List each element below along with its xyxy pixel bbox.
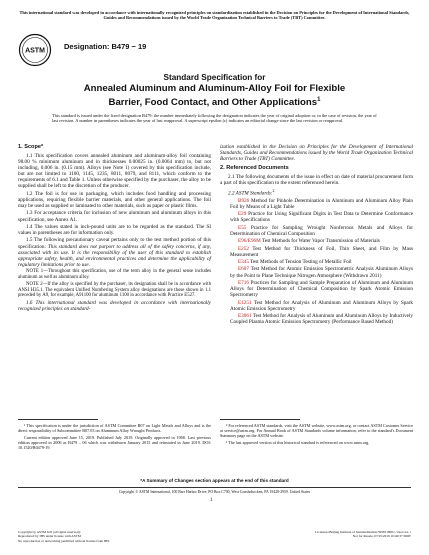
standard-reference[interactable] [220, 211, 413, 223]
title-line-2: Annealed Aluminum and Aluminum-Alloy Foil for Flexible [83, 83, 346, 94]
paragraph-1-1: 1.1 This specification covers annealed aluminum and aluminum-alloy foil containing 98.00 % minimum aluminum and in thicknesses 0.00025 in. (0.0064 mm) to, but not including, 0.006 in. (0.15 mm). Alloys (see Note 1) covered by this specification include, but are not limited to 1100, 1145, 1235, 8011, 8079, and 8111, which conform to the requirements of 6.1 and Table 1. Unless otherwise specified by the purchaser, the alloy to be supplied shall be left to the discretion of the producer. [18, 152, 211, 190]
header-note: This international standard was developed in accordance with internationally recognized principles on standardization established in the Decision on Principles for the Development of International Standards, Guides and Recommendations issued by the World Trade Organization Technical Barriers to Trade (TBT) Committee. [19, 10, 410, 21]
paragraph-1-6-cont: ization established in the Decision on Principles for the Development of International Standards, Guides and Recommendations issued by the World Trade Organization Technical Barriers to Trade (TBT) Committee. [220, 144, 413, 163]
footnote-1: ¹ This specification is under the jurisdiction of ASTM Committee B07 on Light Metals and Alloys and is the direct responsibility of Subcommittee B07.03 on Aluminum Alloy Wrought Products. [18, 423, 211, 434]
standard-title: Method for Pinhole Determination in Aluminum and Aluminum Alloy Plain Foil by Means of a Light Table [230, 197, 413, 210]
copyright-line: Copyright © ASTM International, 100 Barr Harbor Drive, PO Box C700, West Conshohocken, PA 19428-2959. United States [118, 490, 311, 494]
left-column [18, 144, 211, 314]
standard-reference[interactable] [220, 280, 413, 298]
paragraph-1-3: 1.3 For acceptance criteria for inclusion of new aluminum and aluminum alloys in this specification, see Annex A1. [18, 210, 211, 223]
paragraph-1-5: 1.5 The following precautionary caveat pertains only to the test method portion of this specification: This standard does not purport to address all of the safety concerns, if any, associated with its use. It is the responsibility of the user of this standard to establish appropriate safety, health, and environmental practices and determine the applicability of regulatory limitations prior to use. [18, 237, 211, 269]
standard-code[interactable]: E1251 [238, 299, 252, 306]
standard-title: Practices for Sampling and Sample Preparation of Aluminum and Aluminum Alloys for Determination of Chemical Composition by Spark Atomic Emission Spectrometry [230, 279, 413, 299]
designation: Designation: B479 − 19 [64, 42, 147, 51]
footnote-2: ² For referenced ASTM standards, visit the ASTM website, www.astm.org, or contact ASTM Customer Service at service@astm.org. For Annual Book of ASTM Standards volume information, refer to the standard's Document Summary page on the ASTM website. [220, 423, 413, 439]
footnotes-right [220, 423, 413, 446]
standard-title: Test Method for Atomic Emission Spectrometric Analysis Aluminum Alloys by the Point to Plane Technique Nitrogen Atmosphere (Withdrawn 2011) [230, 266, 414, 279]
standard-title: Practice for Sampling Wrought Nonferrous Metals and Alloys for Determination of Chemical Composition [230, 224, 414, 237]
summary-of-changes-note: *A Summary of Changes section appears at the end of this standard [140, 478, 289, 483]
astm-logo-icon [18, 33, 52, 67]
standard-code[interactable]: E29 [238, 211, 247, 218]
paragraph-2-1: 2.1 The following documents of the issue in effect on date of material procurement form a part of this specification to the extent referenced herein. [220, 174, 413, 187]
paragraph-2-2: 2.2 ASTM Standards:$^2$ [228, 187, 275, 197]
standard-code[interactable]: E607 [238, 266, 249, 273]
paragraph-1-6: 1.6 This international standard was developed in accordance with internationally recognized principles on standard- [18, 300, 211, 313]
note-2: NOTE 2—If the alloy is specified by the purchaser, its designation shall be in accordance with ANSI H35.1. The equivalent Unified Numbering System alloy designations are those shown in 1.1 preceded by A9, for example, A91100 for aluminum 1100 in accordance with Practice E527. [18, 282, 211, 299]
standard-code[interactable]: E3061 [238, 313, 252, 320]
standard-title: Test Methods for Water Vapor Transmission of Materials [261, 238, 380, 245]
standard-reference[interactable] [220, 225, 413, 237]
standard-code[interactable]: B926 [238, 197, 250, 204]
copyright-divider [18, 487, 411, 488]
standard-title: Test Methods of Tension Testing of Metallic Foil [250, 259, 352, 266]
title-line-3: Barrier, Food Contact, and Other Applications$^1$ [108, 96, 321, 108]
standard-title: Practice for Using Significant Digits in Test Data to Determine Conformance with Specifications [230, 211, 413, 224]
standard-reference[interactable] [220, 238, 413, 244]
right-column [220, 144, 413, 327]
standard-code[interactable]: E716 [238, 279, 249, 286]
standard-reference[interactable] [220, 246, 413, 258]
paragraph-1-4: 1.4 The values stated in inch-pound units are to be regarded as the standard. The SI values in parentheses are for information only. [18, 223, 211, 237]
standard-reference[interactable] [220, 300, 413, 312]
license-right: Licensee=Beijing Institute of Standardization/5958118001, User=xx, r Not for Resale, 07/25/2019 10:40:37 MDT [315, 530, 411, 539]
footnote-divider-left [18, 419, 98, 420]
standard-code[interactable]: E345 [238, 259, 249, 266]
logo-text: ASTM [25, 47, 45, 55]
footnotes-left [18, 423, 211, 451]
standard-reference[interactable] [220, 259, 413, 265]
license-left: Copyright by ASTM Int'l (all rights reserved); Reproduced by IHS under license with ASTM No reproduction or networking permitted without license from IHS [18, 530, 110, 543]
standard-reference[interactable] [220, 198, 413, 210]
note-1: NOTE 1—Throughout this specification, use of the term alloy in the general sense includes aluminum as well as aluminum alloy. [18, 269, 211, 281]
standard-code[interactable]: E55 [238, 224, 247, 231]
standards-list [220, 198, 413, 326]
standard-reference[interactable] [220, 266, 413, 278]
standard-code[interactable]: E252 [238, 245, 249, 252]
standard-reference[interactable] [220, 313, 413, 325]
standard-title: Test Method for Analysis of Aluminum and Aluminum Alloys by Inductively Coupled Plasma Atomic Emission Spectrometry (Performance Based Method) [230, 313, 414, 326]
document-title [36, 73, 393, 108]
referenced-documents-heading: 2. Referenced Documents [220, 165, 289, 172]
scope-heading: 1. Scope* [18, 144, 44, 150]
standard-code[interactable]: E96/E96M [238, 238, 261, 245]
standard-title: Test Method for Analysis of Aluminum and Aluminum Alloys by Spark Atomic Emission Spectrometry [230, 299, 413, 312]
title-line-1: Standard Specification for [163, 73, 266, 82]
license-footer [18, 530, 411, 543]
issued-note: This standard is issued under the fixed designation B479; the number immediately following the designation indicates the year of original adoption or, in the case of revision, the year of last revision. A number in parentheses indicates the year of last reapproval. A superscript epsilon (ε) indicates an editorial change since the last revision or reapproval. [52, 113, 377, 124]
page-number: 1 [210, 498, 213, 503]
footnote-1-edition: Current edition approved June 15, 2019. Published July 2019. Originally approved in 1968. Last previous edition approved in 2006 as B479 – 06 which was withdrawn January 2015 and reinstated in June 2019. DOI: 10.1520/B0479-19. [18, 434, 211, 450]
paragraph-1-2: 1.2 The foil is for use in packaging, which includes food handling and processing applications, requiring flexible barrier materials, and other general applications. The foil may be used as supplied or laminated to other materials, such as paper or plastic films. [18, 190, 211, 210]
standard-title: Test Method for Thickness of Foil, Thin Sheet, and Film by Mass Measurement [230, 245, 413, 258]
footnote-3: ³ The last approved version of this historical standard is referenced on www.astm.org. [226, 439, 370, 445]
footnote-divider-right [220, 419, 300, 420]
